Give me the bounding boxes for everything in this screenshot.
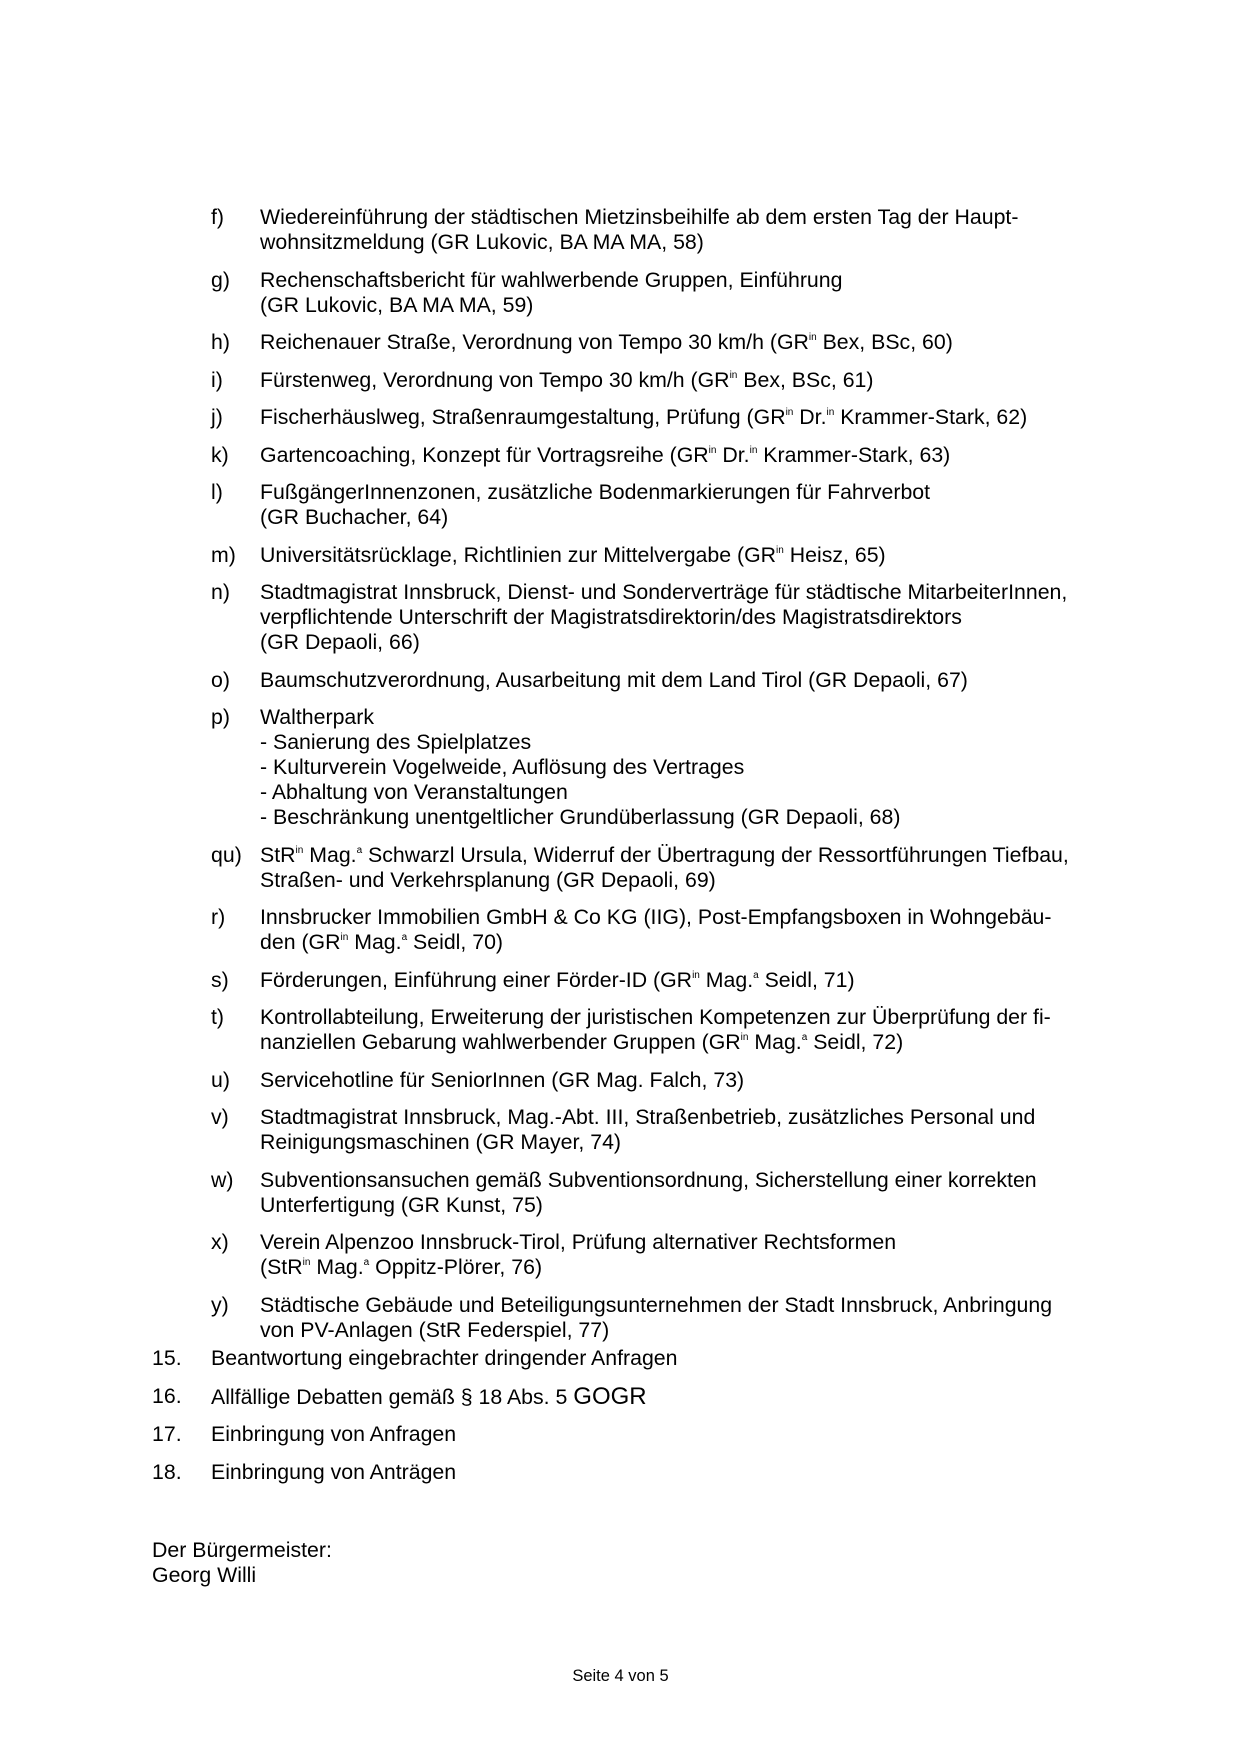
subitem-line: FußgängerInnenzonen, zusätzliche Bodenmarkierungen für Fahrverbot <box>260 480 931 504</box>
subitem-line: Kontrollabteilung, Erweiterung der juristischen Kompetenzen zur Überprüfung der fi- <box>260 1005 1051 1029</box>
subitem-line: Reinigungsmaschinen (GR Mayer, 74) <box>260 1130 622 1154</box>
subitem-label: o) <box>211 667 230 692</box>
subitem-line: Fischerhäuslweg, Straßenraumgestaltung, Prüfung ($GR^{in}$ Dr.$^{in}$ Krammer-Stark, 62) <box>260 405 1028 429</box>
subitem-line: verpflichtende Unterschrift der Magistratsdirektorin/des Magistratsdirektors <box>260 605 962 629</box>
page-footer: Seite 4 von 5 <box>572 1667 669 1685</box>
subitem-line: Innsbrucker Immobilien GmbH & Co KG (IIG), Post-Empfangsboxen in Wohngebäu- <box>260 905 1052 929</box>
subitem-line: - Beschränkung unentgeltlicher Grundüberlassung (GR Depaoli, 68) <box>260 805 901 829</box>
subitem-line: Baumschutzverordnung, Ausarbeitung mit dem Land Tirol (GR Depaoli, 67) <box>260 667 968 692</box>
subitem-line: Verein Alpenzoo Innsbruck-Tirol, Prüfung alternativer Rechtsformen <box>260 1230 897 1254</box>
agenda-subitem <box>211 905 1171 955</box>
item-number: 18. <box>152 1459 182 1484</box>
subitem-line: Städtische Gebäude und Beteiligungsunternehmen der Stadt Innsbruck, Anbringung <box>260 1292 1053 1317</box>
subitem-line: (GR Buchacher, 64) <box>260 505 449 529</box>
subitem-label: l) <box>211 480 223 504</box>
agenda-subitem <box>211 705 1171 830</box>
subitem-line: Stadtmagistrat Innsbruck, Dienst- und Sonderverträge für städtische MitarbeiterInnen, <box>260 580 1068 604</box>
subitem-line: den ($GR^{in}$ Mag.$^a$ Seidl, 70) <box>260 930 504 954</box>
agenda-item-15 <box>152 1346 1052 1371</box>
agenda-subitem <box>211 1168 1171 1218</box>
subitem-label: qu) <box>211 842 242 867</box>
agenda-subitem <box>211 1230 1171 1280</box>
subitem-line: wohnsitzmeldung (GR Lukovic, BA MA MA, 58) <box>260 230 704 254</box>
subitem-label: y) <box>211 1292 229 1317</box>
subitem-label: x) <box>211 1230 229 1254</box>
item-text: Einbringung von Anträgen <box>211 1459 457 1484</box>
subitem-line: (GR Lukovic, BA MA MA, 59) <box>260 292 534 317</box>
agenda-subitem <box>211 1068 1171 1093</box>
agenda-subitem <box>211 405 1171 430</box>
subitem-line: Förderungen, Einführung einer Förder-ID ($GR^{in}$ Mag.$^a$ Seidl, 71) <box>260 967 855 992</box>
subitem-label: j) <box>211 405 223 429</box>
signature-title: Der Bürgermeister: <box>152 1538 332 1562</box>
agenda-subitem <box>211 843 1171 893</box>
subitem-line: Reichenauer Straße, Verordnung von Tempo 30 km/h ($GR^{in}$ Bex, BSc, 60) <box>260 330 953 354</box>
subitem-line: Subventionsansuchen gemäß Subventionsordnung, Sicherstellung einer korrekten <box>260 1167 1037 1192</box>
subitem-label: m) <box>211 542 236 567</box>
subitem-line: Wiedereinführung der städtischen Mietzinsbeihilfe ab dem ersten Tag der Haupt- <box>260 205 1019 229</box>
subitem-label: t) <box>211 1005 225 1029</box>
subitem-line: (StR$^{in}$ Mag.$^a$ Oppitz-Plörer, 76) <box>260 1255 543 1279</box>
agenda-sublist <box>211 205 1171 1355</box>
agenda-subitem <box>211 480 1171 530</box>
signature-name: Georg Willi <box>152 1563 257 1587</box>
subitem-line: Servicehotline für SeniorInnen (GR Mag. Falch, 73) <box>260 1067 745 1092</box>
subitem-line: Waltherpark <box>260 705 375 729</box>
subitem-line: - Sanierung des Spielplatzes <box>260 730 532 754</box>
subitem-line: - Kulturverein Vogelweide, Auflösung des Vertrages <box>260 755 745 779</box>
subitem-label: r) <box>211 905 226 929</box>
subitem-label: n) <box>211 580 230 604</box>
subitem-line: nanziellen Gebarung wahlwerbender Gruppen ($GR^{in}$ Mag.$^a$ Seidl, 72) <box>260 1030 904 1054</box>
subitem-line: (GR Depaoli, 66) <box>260 630 420 654</box>
agenda-subitem <box>211 968 1171 993</box>
agenda-subitem <box>211 1105 1171 1155</box>
subitem-line: StR$^{in}$ Mag.$^a$ Schwarzl Ursula, Widerruf der Übertragung der Ressortführungen Tiefbau, <box>260 842 1069 867</box>
subitem-line: Stadtmagistrat Innsbruck, Mag.-Abt. III, Straßenbetrieb, zusätzliches Personal und <box>260 1105 1036 1129</box>
subitem-label: s) <box>211 967 229 992</box>
agenda-subitem <box>211 668 1171 693</box>
agenda-subitem <box>211 580 1171 655</box>
item-text: Allfällige Debatten gemäß § 18 Abs. 5 <box>211 1384 568 1409</box>
item-number: 15. <box>152 1346 182 1370</box>
item-text-gogr: GOGR <box>573 1382 647 1410</box>
agenda-main-list <box>152 1346 1052 1497</box>
agenda-subitem <box>211 205 1171 255</box>
item-number: 16. <box>152 1383 182 1408</box>
agenda-item-18 <box>152 1460 1052 1485</box>
item-text: Einbringung von Anfragen <box>211 1422 457 1446</box>
subitem-line: Rechenschaftsbericht für wahlwerbende Gruppen, Einführung <box>260 267 843 292</box>
item-text: Beantwortung eingebrachter dringender Anfragen <box>211 1346 678 1370</box>
subitem-label: u) <box>211 1067 230 1092</box>
agenda-subitem <box>211 1293 1171 1343</box>
subitem-label: v) <box>211 1105 229 1129</box>
signature-block <box>152 1538 332 1588</box>
subitem-label: p) <box>211 705 230 729</box>
agenda-item-16 <box>152 1384 1052 1410</box>
item-number: 17. <box>152 1422 182 1446</box>
subitem-label: h) <box>211 330 230 354</box>
subitem-label: f) <box>211 205 225 229</box>
subitem-line: Universitätsrücklage, Richtlinien zur Mittelvergabe ($GR^{in}$ Heisz, 65) <box>260 542 886 567</box>
agenda-subitem <box>211 268 1171 318</box>
subitem-line: von PV-Anlagen (StR Federspiel, 77) <box>260 1317 610 1342</box>
agenda-item-17 <box>152 1422 1052 1447</box>
subitem-line: Fürstenweg, Verordnung von Tempo 30 km/h ($GR^{in}$ Bex, BSc, 61) <box>260 367 874 392</box>
subitem-label: i) <box>211 367 223 392</box>
subitem-label: w) <box>211 1167 234 1192</box>
subitem-line: Straßen- und Verkehrsplanung (GR Depaoli, 69) <box>260 867 716 892</box>
agenda-subitem <box>211 368 1171 393</box>
subitem-line: - Abhaltung von Veranstaltungen <box>260 780 568 804</box>
subitem-label: k) <box>211 442 229 467</box>
agenda-subitem <box>211 443 1171 468</box>
subitem-line: Gartencoaching, Konzept für Vortragsreihe ($GR^{in}$ Dr.$^{in}$ Krammer-Stark, 63) <box>260 442 951 467</box>
subitem-label: g) <box>211 267 230 292</box>
agenda-subitem <box>211 543 1171 568</box>
agenda-subitem <box>211 1005 1171 1055</box>
agenda-subitem <box>211 330 1171 355</box>
subitem-line: Unterfertigung (GR Kunst, 75) <box>260 1192 543 1217</box>
